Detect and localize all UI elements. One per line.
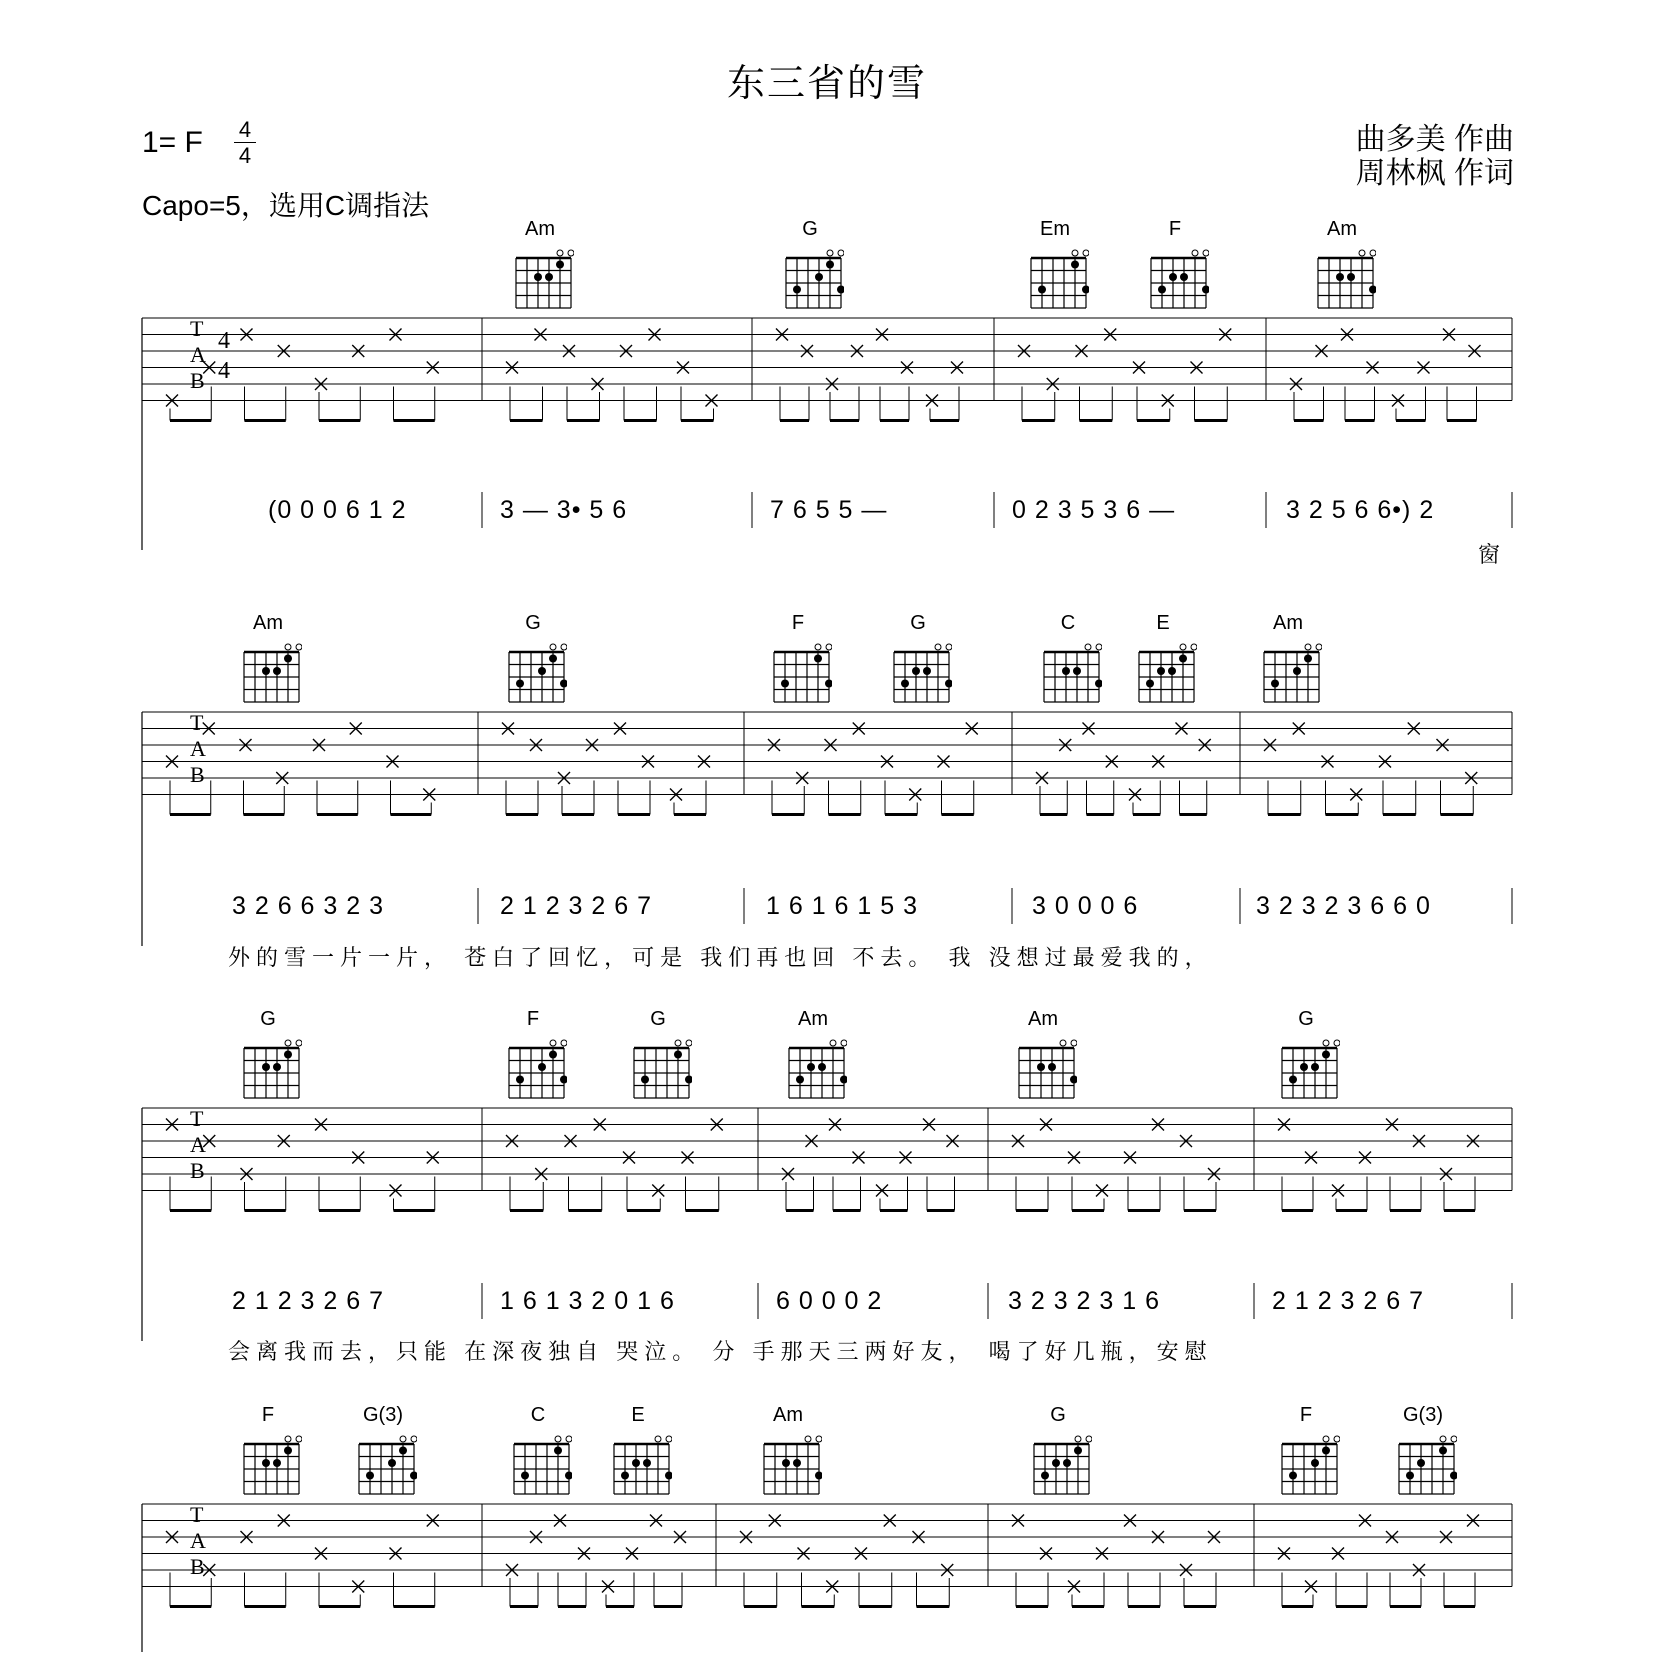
chord-name: G [260,1008,276,1030]
jianpu-measure: 3 2 5 6 6•) 2 [1286,496,1435,524]
jianpu-measure: 3 0 0 0 6 [1032,892,1139,920]
chord-name: Am [253,612,283,634]
chord-name: F [1299,1404,1313,1426]
tab-clef [190,1502,206,1580]
chord-grid [610,1434,672,1498]
jianpu-measure: 6 0 0 0 2 [776,1287,883,1315]
song-title: 东三省的雪 [726,63,927,105]
chord-grid [890,642,952,706]
tab-clef-letter: T [190,710,204,735]
jianpu-measure: 2 1 2 3 2 6 7 [232,1287,385,1315]
chord-name: G(3) [1403,1404,1443,1426]
time-signature-bottom: 4 [238,143,252,168]
chord-grid [1015,1038,1077,1102]
tab-clef-letter: B [190,1158,205,1183]
chord-grid [355,1434,417,1498]
capo-note: Capo=5，选用C调指法 [142,190,430,221]
chord-name: G [910,612,926,634]
tab-staff [0,1494,1654,1654]
chord-grid [785,1038,847,1102]
chord-name: C [1060,612,1076,634]
tab-clef [190,710,206,788]
chord-name: E [1156,612,1170,634]
chord-grid [1314,248,1376,312]
chord-grid [770,642,832,706]
jianpu-measure: 3 — 3• 5 6 [500,496,628,524]
chord-grid [505,1038,567,1102]
chord-grid [505,642,567,706]
chord-grid [760,1434,822,1498]
chord-name: Am [525,218,555,240]
tab-clef-letter: B [190,1554,205,1579]
chord-grid [1135,642,1197,706]
chord-grid [1027,248,1089,312]
chord-name: G [1298,1008,1314,1030]
tab-clef-letter: A [190,1132,206,1157]
chord-name: G [525,612,541,634]
jianpu-measure: 3 2 3 2 3 1 6 [1008,1287,1161,1315]
tab-clef-letter: A [190,1528,206,1553]
lyric-line: 窗 [1478,542,1507,567]
chord-name: F [526,1008,540,1030]
chord-grid [630,1038,692,1102]
chord-name: Am [1028,1008,1058,1030]
chord-name: F [261,1404,275,1426]
key-signature: 1= F [142,126,203,159]
chord-grid [1278,1038,1340,1102]
tab-clef-letter: B [190,368,205,393]
chord-grid [510,1434,572,1498]
tab-time-signature [218,326,230,386]
chord-name: G(3) [363,1404,403,1426]
jianpu-measure: 3 2 3 2 3 6 6 0 [1256,892,1431,920]
time-signature-top: 4 [238,117,252,142]
chord-grid [240,1434,302,1498]
jianpu-measure: 2 1 2 3 2 6 7 [500,892,653,920]
tab-clef-letter: A [190,342,206,367]
composer-credit: 曲多美 作曲 [1355,123,1514,156]
tab-time-signature-top: 4 [218,328,230,354]
chord-name: G [650,1008,666,1030]
chord-name: Am [773,1404,803,1426]
chord-name: F [1168,218,1182,240]
chord-grid [1040,642,1102,706]
chord-name: G [802,218,818,240]
jianpu-measure: 1 6 1 6 1 5 3 [766,892,919,920]
chord-grid [1260,642,1322,706]
chord-name: F [791,612,805,634]
chord-grid [1147,248,1209,312]
chord-name: G [1050,1404,1066,1426]
jianpu-measure: 3 2 6 6 3 2 3 [232,892,385,920]
jianpu-measure: 0 2 3 5 3 6 — [1012,496,1176,524]
time-signature [232,118,258,167]
chord-grid [240,642,302,706]
tab-clef-letter: T [190,1106,204,1131]
tab-clef [190,1106,206,1184]
jianpu-measure: 2 1 2 3 2 6 7 [1272,1287,1425,1315]
jianpu-measure: (0 0 0 6 1 2 [268,496,407,524]
chord-grid [240,1038,302,1102]
tab-clef-letter: B [190,762,205,787]
chord-name: E [631,1404,645,1426]
chord-grid [1278,1434,1340,1498]
tab-clef-letter: A [190,736,206,761]
tab-clef [190,316,206,394]
chord-name: Am [1273,612,1303,634]
jianpu-measure: 1 6 1 3 2 0 1 6 [500,1287,675,1315]
chord-name: Am [798,1008,828,1030]
chord-grid [512,248,574,312]
chord-grid [1030,1434,1092,1498]
chord-name: Em [1040,218,1070,240]
chord-grid [782,248,844,312]
tab-clef-letter: T [190,316,204,341]
chord-name: C [530,1404,546,1426]
lyric-line: 会离我而去，只能 在深夜独自 哭泣。 分 手那天三两好友， 喝了好几瓶，安慰 [228,1339,1213,1364]
chord-name: Am [1327,218,1357,240]
tab-time-signature-bottom: 4 [218,358,230,384]
lyric-line: 外的雪一片一片， 苍白了回忆，可是 我们再也回 不去。 我 没想过最爱我的， [228,945,1213,970]
chord-grid [1395,1434,1457,1498]
tab-clef-letter: T [190,1502,204,1527]
jianpu-measure: 7 6 5 5 — [770,496,888,524]
lyricist-credit: 周林枫 作词 [1355,157,1514,190]
